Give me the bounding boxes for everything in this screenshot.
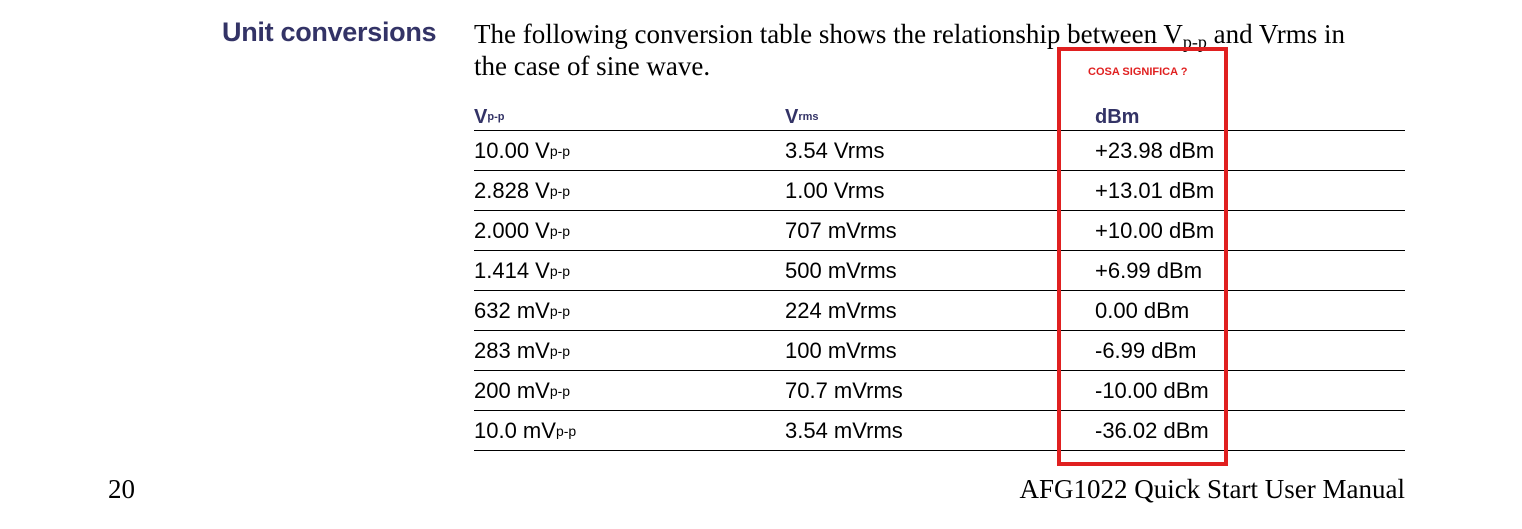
- cell-vpp: 632 mV p-p: [474, 297, 571, 323]
- table-row: [474, 211, 1405, 251]
- cell-vpp: 10.00 V p-p: [474, 137, 571, 163]
- table-row: [474, 251, 1405, 291]
- cell-vrms: 3.54 mVrms: [785, 417, 903, 443]
- table-row: [474, 171, 1405, 211]
- header-dbm: dBm: [1095, 105, 1140, 128]
- header-vrms: V rms: [785, 105, 819, 128]
- cell-vrms: 1.00 Vrms: [785, 177, 885, 203]
- section-heading: Unit conversions: [222, 17, 437, 47]
- cell-vpp: 2.000 V p-p: [474, 217, 571, 243]
- cell-dbm: +10.00 dBm: [1095, 217, 1215, 243]
- handwritten-annotation: COSA SIGNIFICA ?: [1088, 66, 1188, 78]
- table-header-row: [474, 96, 1405, 131]
- cell-vrms: 500 mVrms: [785, 257, 897, 283]
- cell-vrms: 3.54 Vrms: [785, 137, 885, 163]
- red-highlight-box: [1057, 47, 1228, 466]
- cell-vpp: 2.828 V p-p: [474, 177, 571, 203]
- cell-vpp: 1.414 V p-p: [474, 257, 571, 283]
- cell-vpp: 200 mV p-p: [474, 377, 571, 403]
- cell-dbm: 0.00 dBm: [1095, 297, 1190, 323]
- intro-text-after: and Vrms in the case of sine wave.: [474, 19, 1345, 81]
- cell-vrms: 224 mVrms: [785, 297, 897, 323]
- header-vpp: V p-p: [474, 105, 505, 128]
- cell-vrms: 707 mVrms: [785, 217, 897, 243]
- intro-paragraph: [474, 18, 1374, 82]
- cell-vrms: 100 mVrms: [785, 337, 897, 363]
- cell-dbm: +13.01 dBm: [1095, 177, 1215, 203]
- table-row: [474, 131, 1405, 171]
- table-row: [474, 331, 1405, 371]
- table-row: [474, 291, 1405, 331]
- cell-vrms: 70.7 mVrms: [785, 377, 903, 403]
- intro-text-before: The following conversion table shows the relationship between V: [474, 19, 1183, 49]
- manual-title: AFG1022 Quick Start User Manual: [1019, 474, 1405, 504]
- table-row: [474, 371, 1405, 411]
- conversion-table: [474, 96, 1405, 451]
- cell-dbm: -6.99 dBm: [1095, 337, 1197, 363]
- cell-vpp: 10.0 mV p-p: [474, 417, 577, 443]
- cell-vpp: 283 mV p-p: [474, 337, 571, 363]
- table-row: [474, 411, 1405, 451]
- cell-dbm: -10.00 dBm: [1095, 377, 1209, 403]
- cell-dbm: +23.98 dBm: [1095, 137, 1215, 163]
- cell-dbm: +6.99 dBm: [1095, 257, 1203, 283]
- cell-dbm: -36.02 dBm: [1095, 417, 1209, 443]
- page-number: 20: [108, 474, 135, 504]
- intro-subscript: p-p: [1182, 32, 1207, 52]
